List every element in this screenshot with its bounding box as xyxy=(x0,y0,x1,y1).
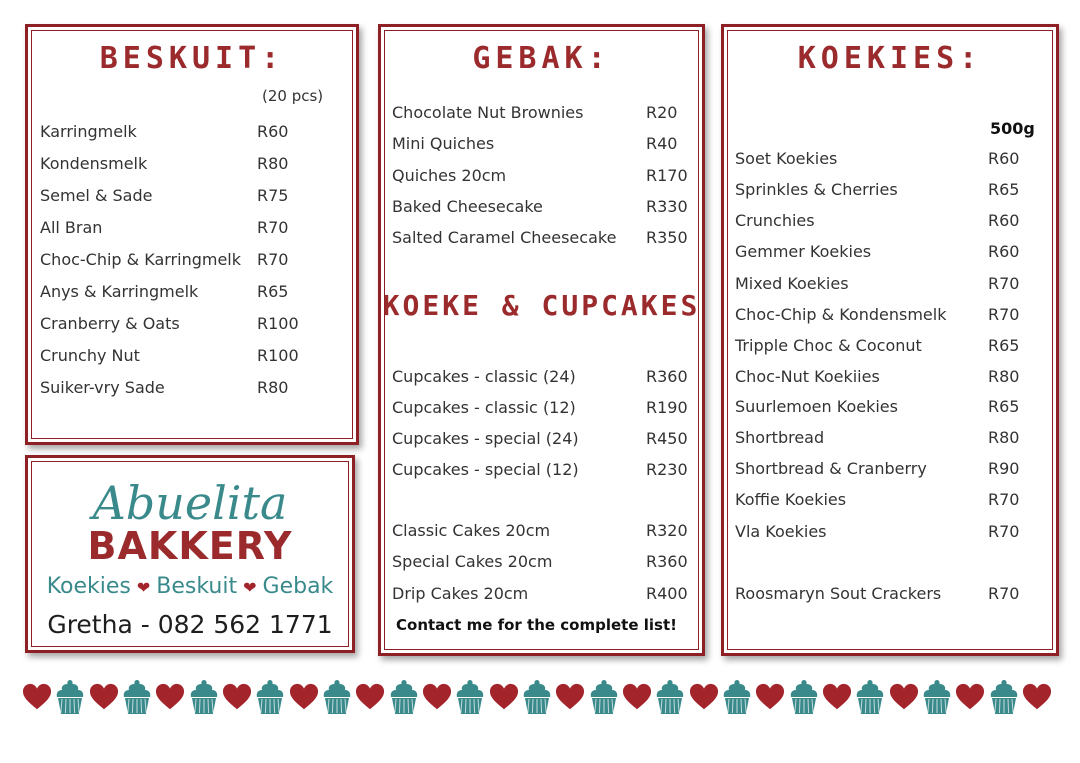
decorative-border xyxy=(22,675,1052,719)
list-item-price: R65 xyxy=(988,180,1020,199)
heart-icon xyxy=(689,682,719,712)
cupcake-icon xyxy=(189,679,219,715)
cupcake-icon xyxy=(522,679,552,715)
list-item-name: Baked Cheesecake xyxy=(392,197,543,216)
list-item-name: Cupcakes - special (12) xyxy=(392,460,579,479)
list-item-price: R65 xyxy=(988,397,1020,416)
heart-icon xyxy=(155,682,185,712)
list-item-name: Special Cakes 20cm xyxy=(392,552,553,571)
list-item-price: R20 xyxy=(646,103,678,122)
logo-name: BAKKERY xyxy=(87,524,293,568)
tagline-koekies: Koekies xyxy=(46,574,131,599)
list-item-price: R400 xyxy=(646,584,688,603)
heart-icon xyxy=(822,682,852,712)
list-item-name: Drip Cakes 20cm xyxy=(392,584,529,603)
heart-icon xyxy=(555,682,585,712)
list-item-name: Sprinkles & Cherries xyxy=(735,180,898,199)
list-item-price: R450 xyxy=(646,429,688,448)
list-item-name: Cupcakes - classic (12) xyxy=(392,398,576,417)
list-item-name: Koffie Koekies xyxy=(735,490,847,509)
list-item-name: Cupcakes - special (24) xyxy=(392,429,579,448)
list-item-price: R70 xyxy=(988,522,1020,541)
koekies-panel xyxy=(721,24,1059,656)
koeke-title: KOEKE & CUPCAKES xyxy=(382,289,701,322)
list-item-name: Choc-Chip & Karringmelk xyxy=(40,250,242,269)
gebak-title: GEBAK: xyxy=(472,41,611,76)
list-item-price: R70 xyxy=(257,250,289,269)
list-item-name: Mini Quiches xyxy=(392,134,495,153)
tagline xyxy=(28,574,352,599)
heart-icon xyxy=(889,682,919,712)
list-item-name: Soet Koekies xyxy=(735,149,838,168)
cupcake-icon xyxy=(655,679,685,715)
list-item-name: Choc-Nut Koekiies xyxy=(735,367,880,386)
list-item-name: Suiker-vry Sade xyxy=(40,378,165,397)
heart-icon: ❤ xyxy=(243,578,257,597)
list-item-price: R90 xyxy=(988,459,1020,478)
list-item-price: R100 xyxy=(257,346,299,365)
beskuit-title: BESKUIT: xyxy=(99,41,285,76)
cupcake-icon xyxy=(55,679,85,715)
list-item-name: Semel & Sade xyxy=(40,186,153,205)
list-item-price: R360 xyxy=(646,552,688,571)
list-item-price: R350 xyxy=(646,228,688,247)
list-item-price: R330 xyxy=(646,197,688,216)
beskuit-subhead: (20 pcs) xyxy=(262,87,324,105)
list-item-name: Suurlemoen Koekies xyxy=(735,397,898,416)
list-item-name: Crunchies xyxy=(735,211,815,230)
list-item-price: R70 xyxy=(988,490,1020,509)
list-item-price: R75 xyxy=(257,186,289,205)
list-item-price: R40 xyxy=(646,134,678,153)
list-item-price: R80 xyxy=(988,367,1020,386)
heart-icon xyxy=(489,682,519,712)
koekies-title: KOEKIES: xyxy=(797,41,983,76)
list-item-price: R100 xyxy=(257,314,299,333)
list-item-price: R80 xyxy=(257,154,289,173)
list-item-price: R80 xyxy=(988,428,1020,447)
heart-icon: ❤ xyxy=(136,578,151,597)
list-item-price: R230 xyxy=(646,460,688,479)
list-item-name: Chocolate Nut Brownies xyxy=(392,103,584,122)
list-item-price: R80 xyxy=(257,378,289,397)
list-item-name: Cupcakes - classic (24) xyxy=(392,367,576,386)
list-item-name: Quiches 20cm xyxy=(392,166,507,185)
list-item-name: Kondensmelk xyxy=(40,154,148,173)
list-item-name: All Bran xyxy=(40,218,103,237)
cupcake-icon xyxy=(722,679,752,715)
heart-icon xyxy=(22,682,52,712)
logo-panel xyxy=(25,455,355,653)
list-item-name: Roosmaryn Sout Crackers xyxy=(735,584,942,603)
cupcake-icon xyxy=(255,679,285,715)
heart-icon xyxy=(1022,682,1052,712)
tagline-beskuit: Beskuit xyxy=(156,574,238,599)
heart-icon xyxy=(222,682,252,712)
gebak-panel xyxy=(378,24,705,656)
list-item-price: R60 xyxy=(257,122,289,141)
list-item-name: Anys & Karringmelk xyxy=(40,282,199,301)
list-item-name: Cranberry & Oats xyxy=(40,314,180,333)
list-item-name: Mixed Koekies xyxy=(735,274,849,293)
list-item-price: R170 xyxy=(646,166,688,185)
cupcake-icon xyxy=(922,679,952,715)
list-item-name: Classic Cakes 20cm xyxy=(392,521,551,540)
list-item-name: Gemmer Koekies xyxy=(735,242,872,261)
list-item-price: R70 xyxy=(988,305,1020,324)
list-item-name: Shortbread xyxy=(735,428,825,447)
list-item-name: Crunchy Nut xyxy=(40,346,140,365)
list-item-price: R360 xyxy=(646,367,688,386)
list-item-price: R320 xyxy=(646,521,688,540)
list-item-name: Salted Caramel Cheesecake xyxy=(392,228,617,247)
list-item-name: Choc-Chip & Kondensmelk xyxy=(735,305,947,324)
koekies-subhead: 500g xyxy=(990,119,1035,138)
cupcake-icon xyxy=(322,679,352,715)
heart-icon xyxy=(289,682,319,712)
list-item-price: R65 xyxy=(988,336,1020,355)
phone-contact: Gretha - 082 562 1771 xyxy=(47,610,333,639)
list-item-price: R60 xyxy=(988,242,1020,261)
list-item-name: Vla Koekies xyxy=(735,522,827,541)
cupcake-icon xyxy=(989,679,1019,715)
logo-script-text: Abuelita xyxy=(92,476,288,530)
heart-icon xyxy=(89,682,119,712)
tagline-gebak: Gebak xyxy=(262,574,334,599)
list-item-price: R70 xyxy=(257,218,289,237)
contact-note: Contact me for the complete list! xyxy=(396,616,677,634)
list-item-price: R190 xyxy=(646,398,688,417)
cupcake-icon xyxy=(122,679,152,715)
heart-icon xyxy=(622,682,652,712)
cupcake-icon xyxy=(455,679,485,715)
list-item-name: Shortbread & Cranberry xyxy=(735,459,927,478)
list-item-price: R70 xyxy=(988,274,1020,293)
list-item-price: R70 xyxy=(988,584,1020,603)
beskuit-panel xyxy=(25,24,359,445)
heart-icon xyxy=(755,682,785,712)
list-item-price: R60 xyxy=(988,211,1020,230)
list-item-price: R65 xyxy=(257,282,289,301)
cupcake-icon xyxy=(389,679,419,715)
cupcake-icon xyxy=(589,679,619,715)
heart-icon xyxy=(422,682,452,712)
list-item-name: Karringmelk xyxy=(40,122,137,141)
list-item-price: R60 xyxy=(988,149,1020,168)
cupcake-icon xyxy=(789,679,819,715)
cupcake-icon xyxy=(855,679,885,715)
list-item-name: Tripple Choc & Coconut xyxy=(735,336,922,355)
heart-icon xyxy=(355,682,385,712)
heart-icon xyxy=(955,682,985,712)
